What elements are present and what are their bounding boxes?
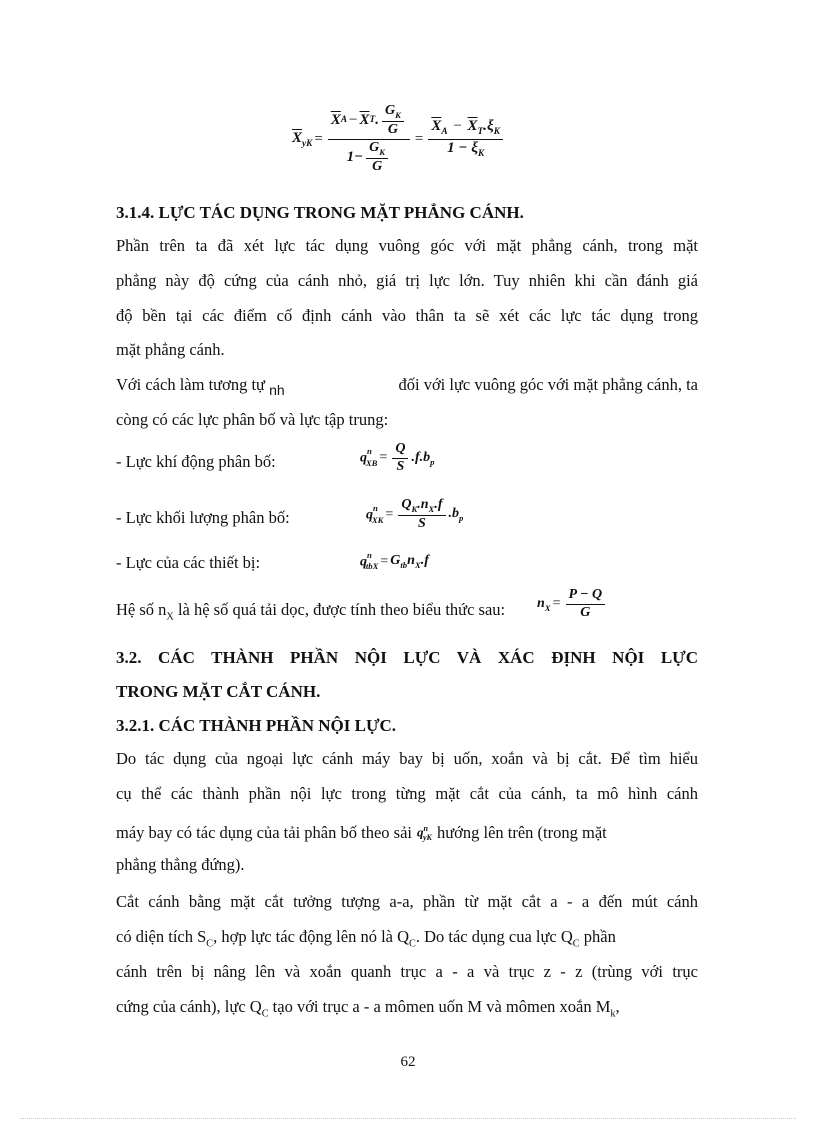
para1-line4: mặt phẳng cánh. (116, 340, 225, 359)
heading-3-1-4: 3.1.4. LỰC TÁC DỤNG TRONG MẶT PHẲNG CÁNH. (116, 203, 524, 222)
load-factor-text: Hệ số $n_X$ là hệ số quá tải dọc, được tính theo biểu thức sau: (116, 600, 506, 623)
para3-line2: cụ thể các thành phần nội lực trong từng mặt cắt của cánh, ta mô hình cánh (116, 784, 698, 803)
force-equipment-label: - Lực của các thiết bị: (116, 553, 261, 572)
equals-sign-2: = (414, 130, 424, 147)
para2-line2: còng có các lực phân bố và lực tập trung: (116, 410, 389, 429)
para1-line1: Phần trên ta đã xét lực tác dụng vuông góc với mặt phẳng cánh, trong mặt (116, 236, 698, 255)
force-mass-formula: $q^n_{XK}$ = $\frac{Q_K.n_X.f}{S}$ $.b_p$ (366, 497, 464, 531)
para3-line3: máy bay có tác dụng của tải phân bố theo sải $q^n_{yK}$ hướng lên trên (trong mặt (116, 823, 607, 843)
force-equipment-formula: $q^n_{tbX}$ = $G_{tb}n_X.f$ (360, 550, 429, 572)
para3-line1: Do tác dụng của ngoại lực cánh máy bay bị uốn, xoắn và bị cắt. Để tìm hiểu (116, 749, 698, 768)
para1-line3: độ bền tại các điểm cố định cánh vào thân ta sẽ xét các lực tác dụng trong (116, 306, 698, 325)
para2-line1: Với cách làm tương tự $_{nh}$ đối với lực vuông góc với mặt phẳng cánh, ta (116, 375, 698, 398)
heading-3-2-line1: 3.2. CÁC THÀNH PHẦN NỘI LỰC VÀ XÁC ĐỊNH NỘI LỰC (116, 648, 698, 667)
para3-line4: phẳng thẳng đứng). (116, 855, 245, 874)
heading-3-2-line2: TRONG MẶT CẮT CÁNH. (116, 682, 321, 701)
force-aero-formula: $q^n_{XB}$ = $\frac{Q}{S}$ $.f.b_p$ (360, 441, 435, 474)
para4-line3: cánh trên bị nâng lên và xoắn quanh trục a - a và trục z - z (trùng với trục (116, 962, 698, 981)
fraction-1: $\overline{X}$ A − $\overline{X}$ T . $\frac{G_K}{G}$ 1− $\frac{G_K}{G}$ (328, 104, 410, 174)
para4-line2: có diện tích $S_C$, hợp lực tác động lên nó là $Q_C$. Do tác dụng cua lực $Q_C$ phần (116, 927, 616, 950)
para1-line2: phẳng này độ cứng của cánh nhỏ, giá trị lực lớn. Tuy nhiên khi cần đánh giá (116, 271, 698, 290)
para4-line4: cứng của cánh), lực $Q_C$ tạo với trục a - a mômen uốn M và mômen xoắn $M_k$, (116, 997, 620, 1020)
load-factor-formula: $n_X$ = $\frac{P - Q}{G}$ (537, 588, 608, 620)
equals-sign: = (314, 130, 323, 147)
para4-line1: Cắt cánh bằng mặt cắt tưởng tượng a-a, phần từ mặt cắt a - a đến mút cánh (116, 892, 698, 911)
heading-3-2-1: 3.2.1. CÁC THÀNH PHẦN NỘI LỰC. (116, 716, 397, 735)
page-bottom-divider (20, 1118, 796, 1119)
formula-x-yk (292, 104, 506, 174)
fraction-2: $\frac{\overline{X}_A - \overline{X}_T.\xi_K}{1 - \xi_K}$ (428, 119, 503, 160)
page-number: 62 (400, 1054, 416, 1070)
force-aero-label: - Lực khí động phân bố: (116, 452, 276, 471)
force-mass-label: - Lực khối lượng phân bố: (116, 508, 290, 527)
formula-lhs: $\overline{X}_{yK}$ (292, 129, 313, 149)
